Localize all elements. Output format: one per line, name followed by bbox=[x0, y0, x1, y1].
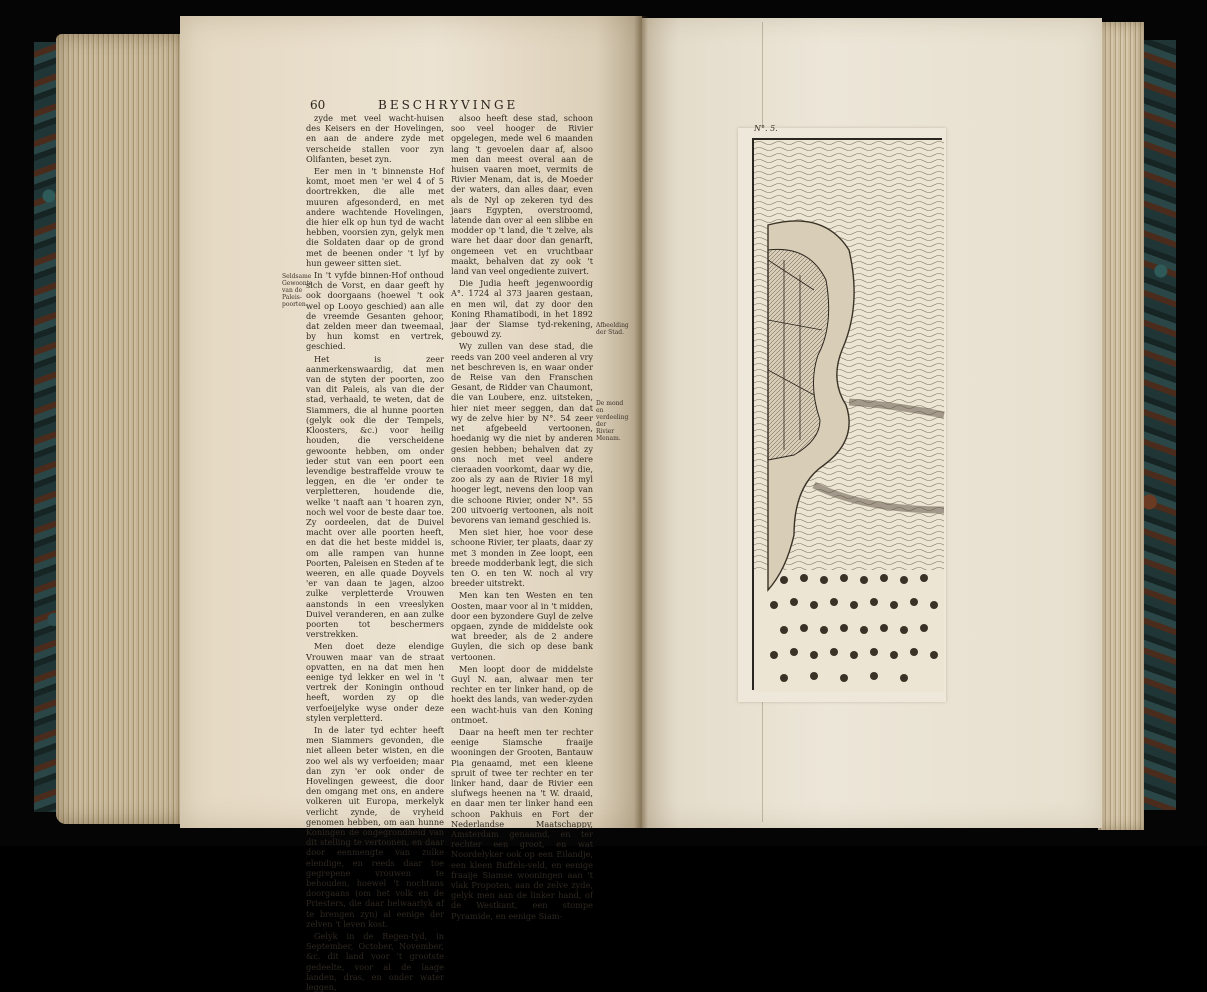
paragraph: Wy zullen van dese stad, die reeds van 200 veel anderen al vry net beschreven is, en waar onder de Reise van den Franschen Gesant, de Ridder van Chaumont, die van Loubere, enz. uitsteken, hier niet meer seggen, dan dat wy de zelve hier by N°. 54 zeer net afgebeeld vertoonen, hoedanig wy die niet by anderen gesien hebben; behalven dat zy ons noch met veel andere cieraaden voorkomt, daar wy die, zoo als zy aan de Rivier 18 myl hooger legt, nevens den loop van die schoone Rivier, onder N°. 55 200 uitvoerig vertoonen, als noit bevorens van iemand geschied is. bbox=[451, 341, 593, 525]
book-gutter bbox=[634, 16, 648, 828]
paragraph: Eer men in 't binnenste Hof komt, moet men 'er wel 4 of 5 doortrekken, die alle met muuren afgesonderd, en met andere wachtende Hovelingen, die hier elk op hun tyd de wacht hebben, voorsien zyn, gelyk men die Soldaten daar op de grond met de beenen onder 't lyf by hun geweer sitten siet. bbox=[306, 166, 444, 268]
paragraph: Men siet hier, hoe voor dese schoone Rivier, ter plaats, daar zy met 3 monden in Zee loopt, een breede modderbank legt, die sich ten O. en ten W. noch al vry breeder uitstrekt. bbox=[451, 527, 593, 589]
paragraph: alsoo heeft dese stad, schoon soo veel hooger de Rivier opgelegen, mede wel 6 maanden lang 't gevoelen daar af, alsoo men dan meest overal aan de huisen vaaren moet, vermits de Rivier Menam, dat is, de Moeder der waters, dan alles daar, even als de Nyl op zekeren tyd des jaars Egypten, overstroomd, latende dan over al een slibbe en modder op 't land, die 't zelve, als ware het daar door dan genarft, ongemeen vet en vruchtbaar maakt, behalven dat zy ook 't land van veel ongediente zuivert. bbox=[451, 113, 593, 277]
plate-number: N°. 5. bbox=[754, 124, 778, 133]
text-column-right bbox=[451, 113, 593, 921]
paragraph: Gelyk in de Regen-tyd, in September, October, November, &c. dit land voor 't grootste gedeelte, voor al de laage landen, dras, en onder water leggen, bbox=[306, 931, 444, 992]
paragraph: In 't vyfde binnen-Hof onthoud sich de Vorst, en daar geeft hy ook doorgaans (hoewel 't ook wel op Looyo geschied) aan alle de vreemde Gesanten gehoor, dat zelden meer dan tweemaal, by hun komst en vertrek, geschied. bbox=[306, 270, 444, 352]
paragraph: Men loopt door de middelste Guyl N. aan, alwaar men ter rechter en ter linker hand, op de hoekt des lands, van weder-zyden een wacht-huis van den Koning ontmoet. bbox=[451, 663, 593, 725]
map-engraving bbox=[754, 140, 944, 692]
page-edges-right bbox=[1098, 22, 1144, 830]
paragraph: zyde met veel wacht-huisen des Keisers en der Hovelingen, en aan de andere zyde met verscheide stallen voor zyn Olifanten, beset zyn. bbox=[306, 113, 444, 164]
paragraph: In de later tyd echter heeft men Siammers gevonden, die niet alleen beter wisten, en die zoo wel als wy verfoeiden; maar dan zyn 'er ook onder de Hovelingen geweest, die door den omgang met ons, en andere volkeren uit Europa, merkelyk verlicht zynde, de vryheid genomen hebben, om aan hunne Koningen de ongegrondheid van dit stelling te vertoonen, en daar door eenmengte van zulke elendige, en reeds daar toe gegrepene vrouwen te behouden, hoewel 't nochtans doorgaans (om het volk en de Priesters, die daar belwaarlyk af te brengen zyn) al eenige der zelven 't leven kost. bbox=[306, 724, 444, 929]
paragraph: Het is zeer aanmerkenswaardig, dat men van de styten der poorten, zoo van dit Paleis, als van die der stad, verhaald, te weten, dat de Siammers, die al hunne poorten (gelyk ook die der Tempels, Kloosters, &c.) voor heilig houden, die verscheidene gewoonte hebben, om onder ieder stut van een poort een levendige bestraffelde vrouw te leggen, en die 'er onder te verpletteren, houdende die, welke 't naaft aan 't hoaren zyn, noch wel voor de beste daar toe. Zy oordeelen, dat de Duivel macht over alle poorten heeft, en dat die het beste middel is, om alle rampen van hunne Poorten, Paleisen en Steden af te weeren, en alle quade Doyvels 'er van daan te jagen, alzoo zulke verpletterde Vrouwen aanstonds in een vreeslyken Duivel veranderen, en aan zulke poorten tot beschermers verstrekken. bbox=[306, 353, 444, 640]
margin-note: Seldsame Gewoonte van de Paleis-poorten. bbox=[282, 273, 313, 308]
running-head: BESCHRYVINGE bbox=[378, 98, 519, 112]
paragraph: Men doet deze elendige Vrouwen maar van de straat opvatten, en na dat men hen eenige tyd lekker en wel in 't vertrek der Koningin onthoud heeft, worden zy op die verfoeijelyke wyse onder deze stylen verpletterd. bbox=[306, 641, 444, 723]
margin-note: Afbeelding der Stad. bbox=[596, 322, 629, 336]
page-number: 60 bbox=[310, 98, 326, 112]
text-column-left bbox=[306, 113, 444, 992]
paragraph: Men kan ten Westen en ten Oosten, maar voor al in 't midden, door een byzondere Guyl de zelve opgaen, zynde de middelste ook wat breeder, als de 2 andere Guylen, die sich op dese bank vertoonen. bbox=[451, 590, 593, 662]
engraved-map bbox=[752, 138, 942, 690]
paragraph: Daar na heeft men ter rechter eenige Siamsche fraaije wooningen der Grooten, Bantauw Pia genaamd, met een kleene spruit of twee ter rechter en ter linker hand, daar de Rivier een slufwegs heenen na 't W. draaid, en daar men ter linker hand een schoon Pakhuis en Fort der Nederlandse Maatschappy, Amsterdam genaamd, en ter rechter een groot, en wat Noordelyker ook op een Eilandje, een kleen Buffels-veld, en eenige fraaije Siamse wooningen aan 't vlak Propoten, aan de zelve zyde, gelyk men aan de linker hand, of de Westkant, een stompe Pyramide, en eenige Siam- bbox=[451, 726, 593, 921]
page-edges-left bbox=[56, 34, 186, 824]
paragraph: Die Judia heeft jegenwoordig A°. 1724 al 373 jaaren gestaan, en men wil, dat zy door den Koning Rhamatibodi, in het 1892 jaar der Siamse tyd-rekening, gebouwd zy. bbox=[451, 278, 593, 340]
margin-note: De mond en verdeeling der Rivier Menam. bbox=[596, 400, 629, 442]
